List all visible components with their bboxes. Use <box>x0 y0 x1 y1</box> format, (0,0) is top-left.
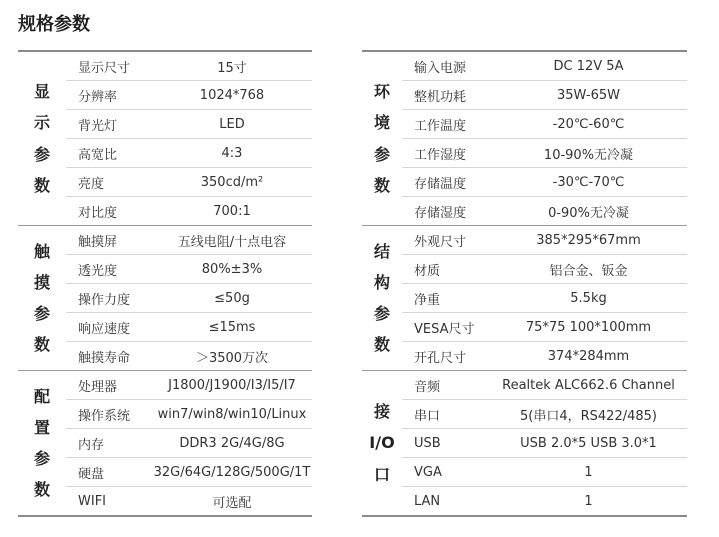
category-cell <box>18 226 66 371</box>
spec-label: USB <box>402 429 490 458</box>
spec-label: 内存 <box>66 429 152 458</box>
table-row <box>362 458 687 487</box>
spec-table-left <box>18 50 312 517</box>
table-row <box>362 284 687 313</box>
category-char: 接 <box>373 402 390 422</box>
table-row <box>362 110 687 139</box>
spec-label: 透光度 <box>66 255 152 284</box>
spec-value: 1 <box>584 493 593 509</box>
spec-label: 串口 <box>402 400 490 429</box>
spec-value: 15寸 <box>152 51 312 81</box>
spec-label: 开孔尺寸 <box>402 342 490 371</box>
spec-value: 35W-65W <box>490 81 687 110</box>
category-cell <box>362 51 402 226</box>
spec-value: 385*295*67mm <box>490 226 687 255</box>
spec-value: 80%±3% <box>152 255 312 284</box>
category-char: I/O <box>369 433 395 453</box>
spec-table-right <box>362 50 687 517</box>
spec-label: 响应速度 <box>66 313 152 342</box>
spec-value: 350cd/m² <box>152 168 312 197</box>
category-char: 参 <box>33 449 50 468</box>
spec-label: 存储温度 <box>402 168 490 197</box>
spec-label: LAN <box>414 493 441 509</box>
table-row <box>362 51 687 81</box>
category-char: 显 <box>33 82 50 102</box>
category-cell <box>362 371 402 517</box>
spec-label: 亮度 <box>66 168 152 197</box>
category-cell <box>18 371 66 517</box>
table-row <box>362 487 687 517</box>
spec-value: 五线电阻/十点电容 <box>152 226 312 255</box>
category-char: 结 <box>373 241 390 261</box>
spec-label: 整机功耗 <box>402 81 490 110</box>
spec-label: 音频 <box>402 371 490 400</box>
spec-value: 可选配 <box>212 495 252 511</box>
spec-value: USB 2.0*5 USB 3.0*1 <box>490 429 687 458</box>
table-row <box>362 255 687 284</box>
category-char: 环 <box>373 82 390 102</box>
spec-value: 铝合金、钣金 <box>490 255 687 284</box>
spec-value: 700:1 <box>152 197 312 226</box>
spec-label: 分辨率 <box>66 81 152 110</box>
spec-label: 材质 <box>402 255 490 284</box>
spec-label: 输入电源 <box>402 51 490 81</box>
spec-label: 处理器 <box>66 371 152 400</box>
table-row <box>362 313 687 342</box>
table-row <box>362 81 687 110</box>
spec-label: 硬盘 <box>66 458 152 487</box>
spec-value: win7/win8/win10/Linux <box>152 400 312 429</box>
category-char: 示 <box>33 113 50 133</box>
spec-value: 32G/64G/128G/500G/1T <box>152 458 312 487</box>
category-cell <box>18 51 66 226</box>
spec-value: 1024*768 <box>152 81 312 110</box>
spec-label: 操作力度 <box>66 284 152 313</box>
category-char: 数 <box>373 335 390 355</box>
table-row <box>362 168 687 197</box>
category-char: 摸 <box>33 272 50 292</box>
category-char: 置 <box>33 417 50 437</box>
spec-value: J1800/J1900/I3/I5/I7 <box>152 371 312 400</box>
category-char: 数 <box>33 175 50 195</box>
table-row <box>362 429 687 458</box>
category-cell <box>362 226 402 371</box>
spec-value: 5.5kg <box>490 284 687 313</box>
spec-value: -30℃-70℃ <box>490 168 687 197</box>
category-char: 口 <box>373 464 390 484</box>
category-char: 触 <box>33 241 50 261</box>
spec-label: 显示尺寸 <box>66 51 152 81</box>
spec-value: 10-90%无冷凝 <box>490 139 687 168</box>
category-char: 参 <box>33 304 50 323</box>
page-title: 规格参数 <box>18 14 90 35</box>
table-row <box>362 400 687 429</box>
category-char: 参 <box>373 304 390 323</box>
spec-label: 工作湿度 <box>402 139 490 168</box>
spec-label: 净重 <box>402 284 490 313</box>
table-row <box>18 51 312 81</box>
category-char: 参 <box>33 144 50 164</box>
spec-value: 0-90%无冷凝 <box>490 197 687 226</box>
category-char: 数 <box>33 335 50 355</box>
category-char: 构 <box>373 272 390 292</box>
spec-label: WIFI <box>78 493 106 509</box>
spec-value: 5(串口4，RS422/485) <box>490 400 687 429</box>
category-char: 数 <box>33 480 50 500</box>
table-row <box>362 139 687 168</box>
spec-value: -20℃-60℃ <box>490 110 687 139</box>
spec-value: 1 <box>490 458 687 487</box>
spec-value: DC 12V 5A <box>490 51 687 81</box>
spec-value: DDR3 2G/4G/8G <box>152 429 312 458</box>
table-row <box>362 371 687 400</box>
table-row <box>18 226 312 255</box>
category-char: 参 <box>373 144 390 164</box>
spec-value: Realtek ALC662.6 Channel <box>490 371 687 400</box>
spec-label: 工作温度 <box>402 110 490 139</box>
spec-value: ≤15ms <box>152 313 312 342</box>
spec-value: 374*284mm <box>490 342 687 371</box>
spec-label: 存储湿度 <box>402 197 490 226</box>
category-char: 境 <box>373 113 390 133</box>
spec-label: VESA尺寸 <box>402 313 490 342</box>
table-row <box>362 197 687 226</box>
spec-label: VGA <box>402 458 490 487</box>
table-row <box>18 371 312 400</box>
spec-label: 背光灯 <box>66 110 152 139</box>
spec-value: ＞3500万次 <box>152 342 312 371</box>
spec-label: 外观尺寸 <box>402 226 490 255</box>
spec-value: 75*75 100*100mm <box>490 313 687 342</box>
spec-label: 高宽比 <box>66 139 152 168</box>
spec-value: LED <box>152 110 312 139</box>
spec-value: ≤50g <box>152 284 312 313</box>
spec-label: 触摸屏 <box>66 226 152 255</box>
table-row <box>362 342 687 371</box>
table-row <box>362 226 687 255</box>
spec-label: 操作系统 <box>66 400 152 429</box>
category-char: 配 <box>33 386 50 406</box>
spec-label: 对比度 <box>66 197 152 226</box>
spec-label: 触摸寿命 <box>66 342 152 371</box>
spec-value: 4:3 <box>152 139 312 168</box>
category-char: 数 <box>373 175 390 195</box>
